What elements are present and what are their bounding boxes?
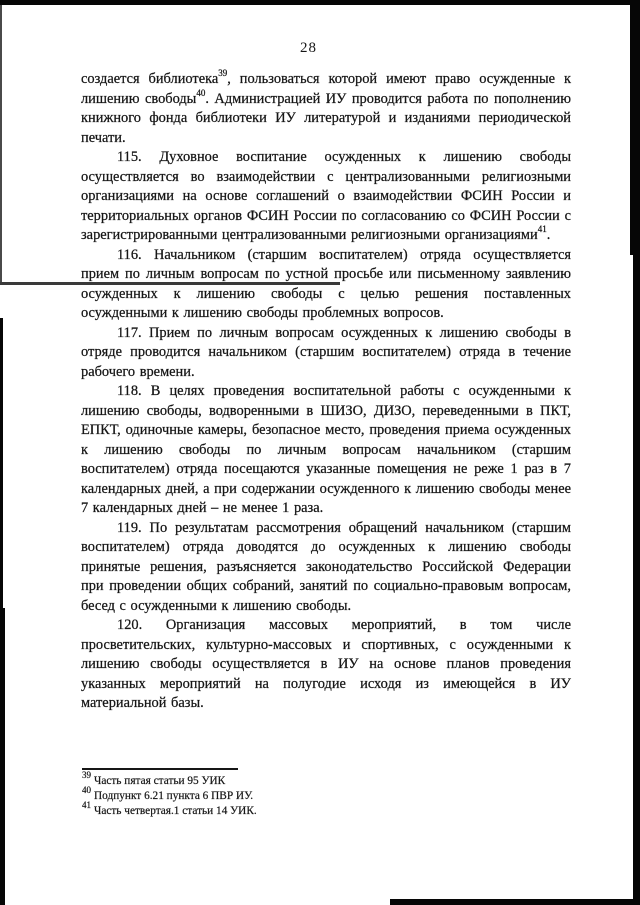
footnote-marker: 39 bbox=[82, 770, 91, 781]
scan-artifact-left-edge-lower bbox=[0, 608, 5, 905]
scan-artifact-right-edge-wide bbox=[630, 0, 640, 255]
footnotes-section bbox=[82, 768, 570, 819]
paragraph: 118. В целях проведения воспитательной работы с осужденными к лишению свободы, водворенными в ШИЗО, ДИЗО, переведенными в ПКТ, ЕПКТ, одиночные камеры, безопасное место, проведения приема осужденных к лишению свободы по личным вопросам начальником (старшим воспитателем) отряда посещаются указанные помещения не реже 1 раз в 7 календарных дней, а при содержании осужденного к лишению свободы менее 7 календарных дней – не менее 1 раза. bbox=[81, 383, 571, 516]
scan-artifact-bottom-edge bbox=[390, 899, 640, 905]
document-body bbox=[81, 70, 571, 714]
footnote: $^{41}$ Часть четвертая.1 статьи 14 УИК. bbox=[82, 800, 257, 817]
paragraph: создается библиотека$^{39}$, пользоваться которой имеют право осужденные к лишению свободы$^{40}$. Администрацией ИУ проводится работа по пополнению книжного фонда библиотеки ИУ литературой и изданиями периодической печати. bbox=[81, 68, 572, 146]
footnote: $^{39}$ Часть пятая статьи 95 УИК bbox=[82, 770, 226, 787]
scan-artifact-left-edge-mid bbox=[0, 318, 3, 608]
footnote-marker: 40 bbox=[82, 785, 91, 796]
footnote-marker: 41 bbox=[82, 800, 91, 811]
page-number: 28 bbox=[300, 40, 317, 56]
paragraph: 119. По результатам рассмотрения обращений начальником (старшим воспитателем) отряда доводятся до осужденных к лишению свободы принятые решения, разъясняется законодательство Российской Федерации при проведении общих собраний, занятий по социально-правовым вопросам, бесед с осужденными к лишению свободы. bbox=[81, 519, 571, 614]
paragraph: 117. Прием по личным вопросам осужденных к лишению свободы в отряде проводится начальником (старшим воспитателем) отряда в течение рабочего времени. bbox=[81, 324, 571, 380]
paragraph: 116. Начальником (старшим воспитателем) отряда осуществляется прием по личным вопросам по устной просьбе или письменному заявлению осужденных к лишению свободы с целью решения поставленных осужденными к лишению свободы проблемных вопросов. bbox=[81, 246, 571, 321]
paragraph: 115. Духовное воспитание осужденных к лишению свободы осуществляется во взаимодействии с централизованными религиозными организациями на основе соглашений о взаимодействии ФСИН России и территориальных органов ФСИН России по согласованию со ФСИН России с зарегистрированными централизованными религиозными организациями$^{41}$. bbox=[81, 149, 571, 243]
scan-artifact-top-edge bbox=[0, 0, 640, 5]
paragraph: 120. Организация массовых мероприятий, в том числе просветительских, культурно-массовых и спортивных, с осужденными к лишению свободы осуществляется в ИУ на основе планов проведения указанных мероприятий на полугодие исходя из имеющейся в ИУ материальной базы. bbox=[81, 617, 571, 711]
footnote-list bbox=[82, 770, 570, 819]
footnote-separator-rule bbox=[82, 768, 238, 770]
footnote: $^{40}$ Подпункт 6.21 пункта 6 ПВР ИУ. bbox=[82, 785, 254, 802]
footnote-reference: 40 bbox=[196, 87, 206, 98]
footnote-reference: 39 bbox=[218, 68, 228, 79]
footnote-reference: 41 bbox=[537, 224, 547, 235]
